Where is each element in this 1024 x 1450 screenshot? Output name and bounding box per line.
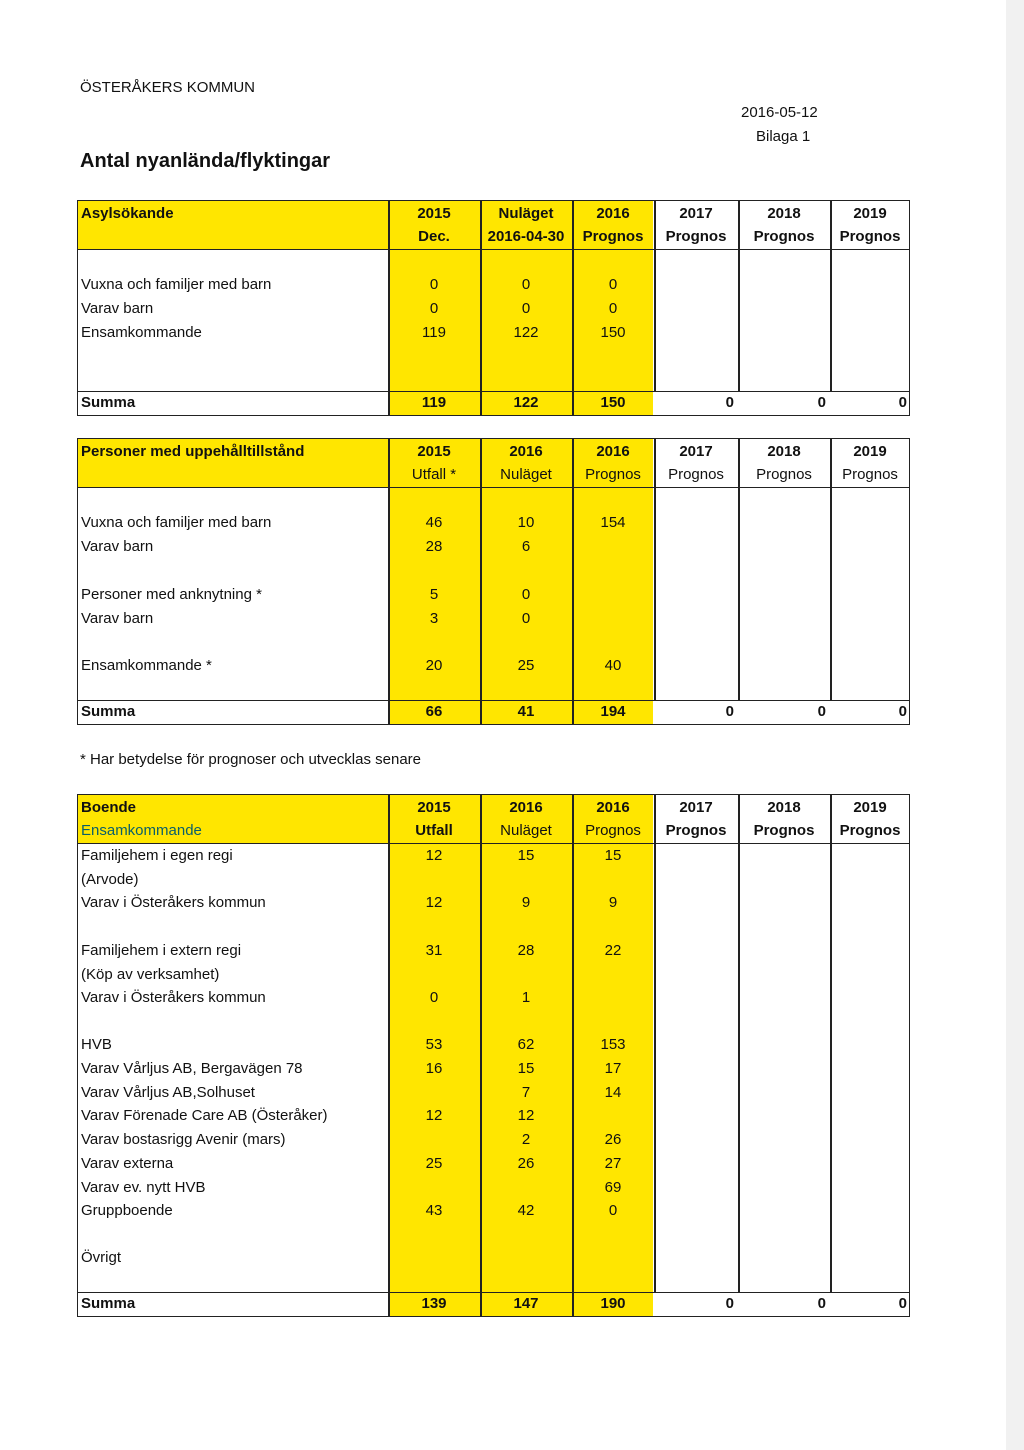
sum-cell: 0: [725, 703, 734, 720]
asylum-table: [77, 200, 910, 416]
col-2016-prognos-bottom: Prognos: [585, 822, 641, 839]
row-label: Varav externa: [81, 1155, 174, 1172]
row-label: Ensamkommande: [81, 324, 202, 341]
col-nulaget-top: Nuläget: [498, 205, 554, 222]
table-title: Boende: [81, 799, 137, 816]
col-2018-bottom: Prognos: [753, 228, 815, 245]
table-title: Asylsökande: [81, 205, 174, 222]
sum-cell: 0: [898, 394, 907, 411]
col-2017-bottom: Prognos: [668, 466, 724, 483]
row-label: Varav Vårljus AB,Solhuset: [81, 1084, 255, 1101]
housing-table: [77, 794, 910, 1317]
cell: 0: [608, 276, 618, 293]
sum-cell: 119: [421, 394, 447, 411]
cell: 62: [517, 1036, 535, 1053]
cell: 0: [521, 276, 531, 293]
row-label: Varav barn: [81, 300, 154, 317]
cell: 53: [425, 1036, 443, 1053]
col-2015-bottom: Utfall: [415, 822, 453, 839]
cell: 2: [521, 1131, 531, 1148]
col-2015-bottom: Utfall *: [411, 466, 457, 483]
sum-cell: 122: [513, 394, 539, 411]
col-2016-prognos-bottom: Prognos: [585, 466, 641, 483]
col-2018-bottom: Prognos: [756, 466, 812, 483]
sum-cell: 0: [898, 703, 907, 720]
sum-cell: 0: [725, 1295, 734, 1312]
col-2018-top: 2018: [767, 443, 801, 460]
cell: 12: [425, 1107, 443, 1124]
cell: 43: [425, 1202, 443, 1219]
col-2019-top: 2019: [853, 799, 887, 816]
cell: 3: [429, 610, 439, 627]
cell: 0: [521, 586, 531, 603]
cell: 15: [517, 1060, 535, 1077]
row-label: Familjehem i extern regi: [81, 942, 242, 959]
sum-cell: 41: [517, 703, 535, 720]
col-2016-prognos-top: 2016: [596, 799, 630, 816]
col-2015-top: 2015: [417, 443, 451, 460]
row-label: HVB: [81, 1036, 112, 1053]
sum-label: Summa: [81, 1295, 136, 1312]
table-subtitle: Ensamkommande: [81, 822, 202, 839]
col-2019-bottom: Prognos: [842, 466, 898, 483]
cell: 0: [429, 300, 439, 317]
col-2018-bottom: Prognos: [753, 822, 815, 839]
sum-cell: 0: [725, 394, 734, 411]
col-2015-top: 2015: [417, 799, 451, 816]
col-2016-nulaget-bottom: Nuläget: [500, 466, 552, 483]
row-label: (Köp av verksamhet): [81, 966, 220, 983]
cell: 25: [425, 1155, 443, 1172]
organization-name: ÖSTERÅKERS KOMMUN: [80, 79, 256, 96]
document-date: 2016-05-12: [741, 104, 818, 121]
cell: 14: [604, 1084, 622, 1101]
table-title: Personer med uppehålltillstånd: [81, 443, 305, 460]
residence-permit-table: [77, 438, 910, 725]
col-2016-bottom: Prognos: [582, 228, 644, 245]
cell: 15: [604, 847, 622, 864]
sum-cell: 139: [421, 1295, 447, 1312]
cell: 5: [429, 586, 439, 603]
col-2019-top: 2019: [853, 443, 887, 460]
cell: 153: [600, 1036, 626, 1053]
row-label: Vuxna och familjer med barn: [81, 514, 272, 531]
cell: 28: [425, 538, 443, 555]
cell: 7: [521, 1084, 531, 1101]
col-2016-nulaget-bottom: Nuläget: [500, 822, 552, 839]
cell: 10: [517, 514, 535, 531]
cell: 122: [513, 324, 539, 341]
cell: 12: [425, 847, 443, 864]
sum-cell: 0: [817, 703, 826, 720]
row-label: Varav Förenade Care AB (Österåker): [81, 1107, 328, 1124]
col-2017-bottom: Prognos: [665, 228, 727, 245]
cell: 0: [429, 276, 439, 293]
cell: 0: [429, 989, 439, 1006]
cell: 0: [521, 300, 531, 317]
row-label: Varav barn: [81, 610, 154, 627]
page-edge: [1006, 0, 1024, 1450]
row-label: Vuxna och familjer med barn: [81, 276, 272, 293]
cell: 22: [604, 942, 622, 959]
cell: 42: [517, 1202, 535, 1219]
page-title: Antal nyanlända/flyktingar: [80, 150, 331, 172]
cell: 15: [517, 847, 535, 864]
cell: 9: [521, 894, 531, 911]
col-2019-top: 2019: [853, 205, 887, 222]
cell: 16: [425, 1060, 443, 1077]
cell: 12: [425, 894, 443, 911]
col-2015-bottom: Dec.: [418, 228, 450, 245]
sum-cell: 150: [600, 394, 626, 411]
sum-cell: 0: [817, 394, 826, 411]
col-2019-bottom: Prognos: [839, 228, 901, 245]
attachment-label: Bilaga 1: [756, 128, 811, 145]
cell: 25: [517, 657, 535, 674]
cell: 1: [521, 989, 531, 1006]
cell: 26: [517, 1155, 535, 1172]
footnote: * Har betydelse för prognoser och utvecklas senare: [80, 751, 422, 768]
cell: 154: [600, 514, 626, 531]
row-label: Ensamkommande *: [81, 657, 212, 674]
row-label: (Arvode): [81, 871, 139, 888]
cell: 9: [608, 894, 618, 911]
col-2017-top: 2017: [679, 443, 713, 460]
col-2016-nulaget-top: 2016: [509, 799, 543, 816]
row-label: Varav i Österåkers kommun: [81, 989, 266, 1006]
sum-label: Summa: [81, 703, 136, 720]
cell: 26: [604, 1131, 622, 1148]
row-label: Varav barn: [81, 538, 154, 555]
cell: 46: [425, 514, 443, 531]
col-2016-nulaget-top: 2016: [509, 443, 543, 460]
cell: 40: [604, 657, 622, 674]
cell: 27: [604, 1155, 622, 1172]
row-label: Övrigt: [81, 1249, 122, 1266]
col-2017-top: 2017: [679, 205, 713, 222]
cell: 0: [521, 610, 531, 627]
cell: 119: [422, 324, 446, 341]
col-2016-top: 2016: [596, 205, 630, 222]
sum-cell: 147: [513, 1295, 539, 1312]
row-label: Familjehem i egen regi: [81, 847, 233, 864]
cell: 31: [425, 942, 443, 959]
sum-cell: 190: [600, 1295, 626, 1312]
cell: 0: [608, 300, 618, 317]
cell: 150: [600, 324, 626, 341]
row-label: Varav i Österåkers kommun: [81, 894, 266, 911]
cell: 0: [608, 1202, 618, 1219]
row-label: Gruppboende: [81, 1202, 173, 1219]
cell: 12: [517, 1107, 535, 1124]
sum-cell: 66: [425, 703, 443, 720]
row-label: Personer med anknytning *: [81, 586, 262, 603]
col-2018-top: 2018: [767, 799, 801, 816]
col-2017-top: 2017: [679, 799, 713, 816]
sum-cell: 194: [600, 703, 626, 720]
cell: 28: [517, 942, 535, 959]
cell: 17: [604, 1060, 622, 1077]
col-2019-bottom: Prognos: [839, 822, 901, 839]
col-2018-top: 2018: [767, 205, 801, 222]
col-2016-prognos-top: 2016: [596, 443, 630, 460]
cell: 6: [521, 538, 531, 555]
col-nulaget-bottom: 2016-04-30: [487, 228, 565, 245]
cell: 69: [604, 1179, 622, 1196]
col-2015-top: 2015: [417, 205, 451, 222]
sum-label: Summa: [81, 394, 136, 411]
row-label: Varav Vårljus AB, Bergavägen 78: [81, 1060, 303, 1077]
row-label: Varav bostasrigg Avenir (mars): [81, 1131, 286, 1148]
sum-cell: 0: [898, 1295, 907, 1312]
sum-cell: 0: [817, 1295, 826, 1312]
row-label: Varav ev. nytt HVB: [81, 1179, 206, 1196]
cell: 20: [425, 657, 443, 674]
col-2017-bottom: Prognos: [665, 822, 727, 839]
